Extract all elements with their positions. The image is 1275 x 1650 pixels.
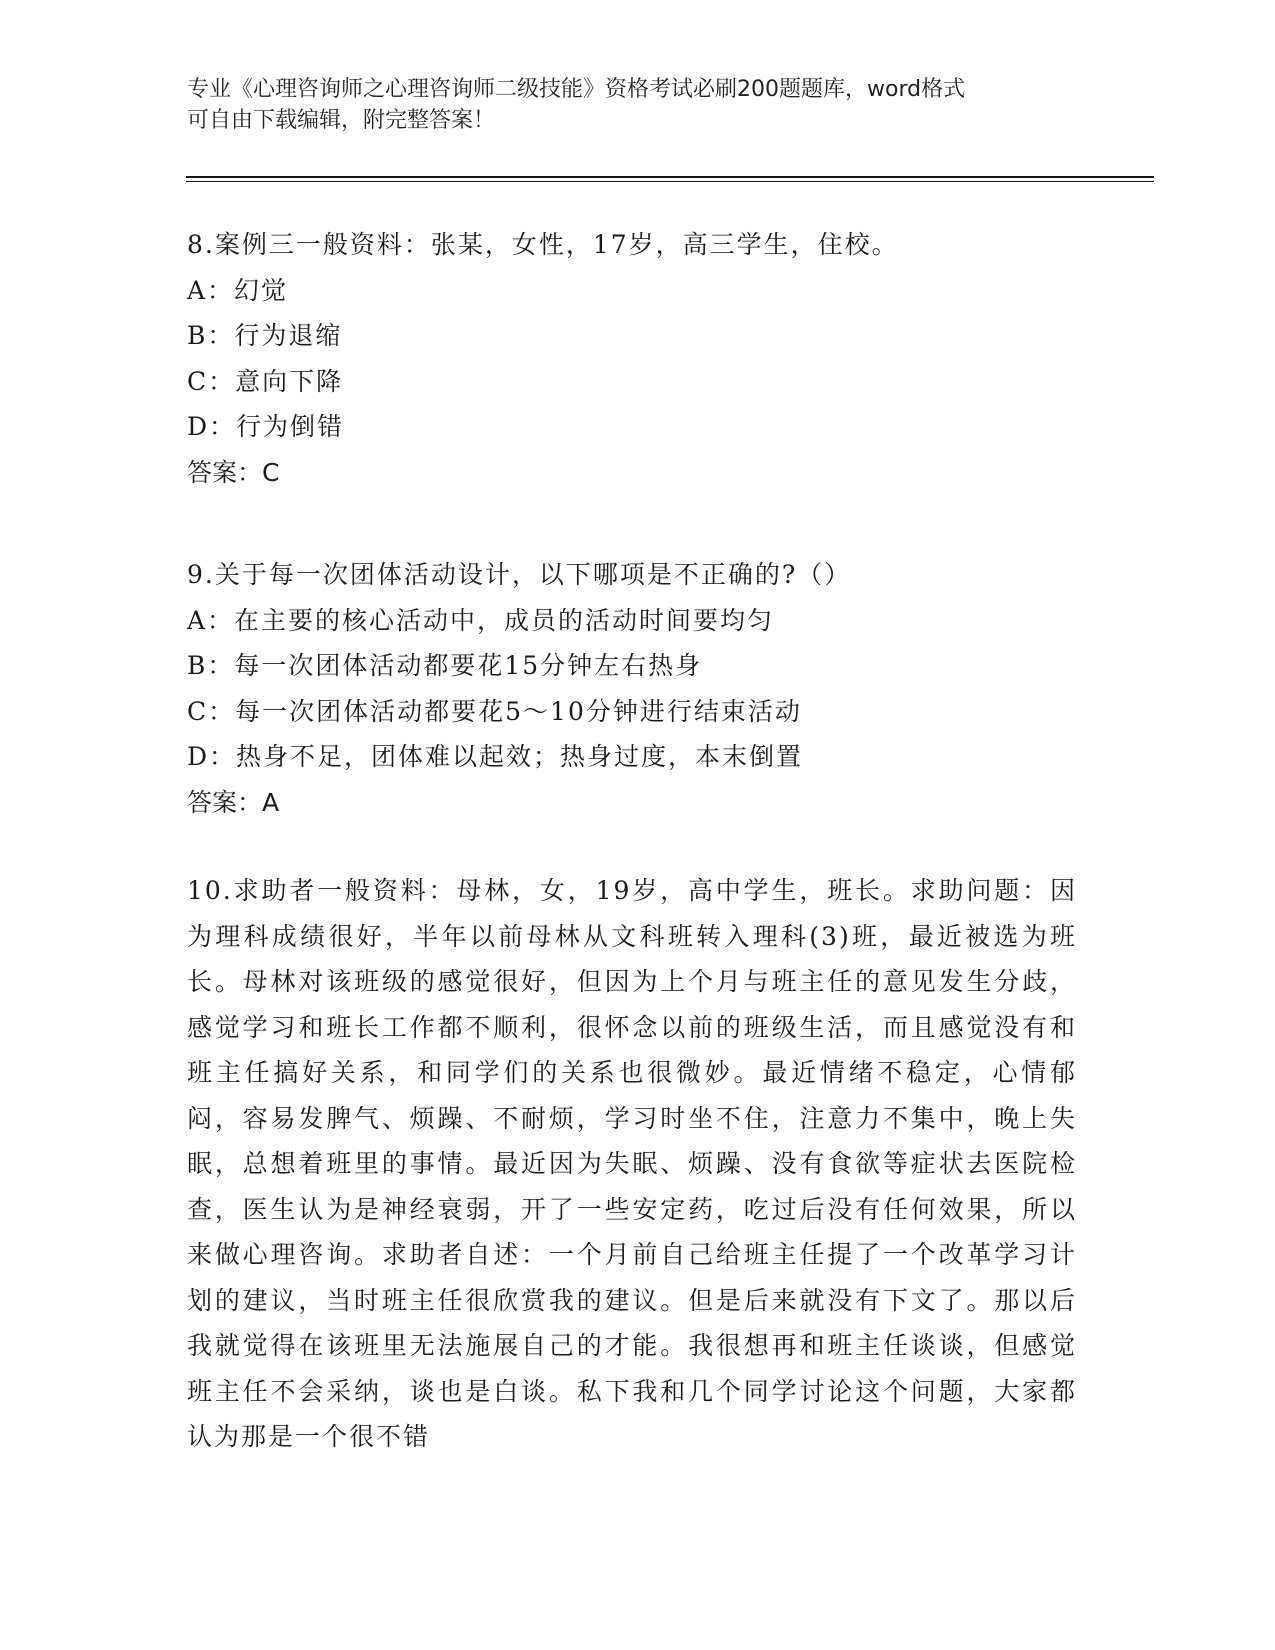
header-rule-thick (186, 176, 1154, 178)
question-stem: 9.关于每一次团体活动设计，以下哪项是不正确的?（） (187, 560, 852, 589)
question-10 (187, 868, 1077, 1460)
header-line-2: 可自由下载编辑，附完整答案！ (187, 108, 496, 133)
header-line-1: 专业《心理咨询师之心理咨询师二级技能》资格考试必刷200题题库，word格式 (187, 77, 966, 102)
document-header (187, 74, 1067, 136)
answer-text: 答案：A (187, 787, 280, 817)
option-b: B：每一次团体活动都要花15分钟左右热身 (187, 651, 703, 680)
header-rule-thin (186, 181, 1154, 182)
option-b: B：行为退缩 (187, 321, 343, 350)
option-a: A：在主要的核心活动中，成员的活动时间要均匀 (187, 605, 775, 635)
answer-text: 答案：C (187, 457, 280, 487)
option-d: D：热身不足，团体难以起效；热身过度，本末倒置 (187, 742, 804, 771)
question-stem: 8.案例三一般资料：张某，女性，17岁，高三学生，住校。 (187, 230, 899, 259)
question-8 (187, 222, 899, 495)
option-d: D：行为倒错 (187, 412, 345, 441)
question-9 (187, 552, 851, 825)
option-c: C：每一次团体活动都要花5～10分钟进行结束活动 (187, 696, 802, 726)
option-c: C：意向下降 (187, 366, 344, 396)
option-a: A：幻觉 (187, 275, 289, 305)
question-stem: 10.求助者一般资料：母林，女，19岁，高中学生，班长。求助问题：因为理科成绩很好，半年以前母林从文科班转入理科(3)班，最近被选为班长。母林对该班级的感觉很好，但因为上个月与班主任的意见发生分歧，感觉学习和班长工作都不顺利，很怀念以前的班级生活，而且感觉没有和班主任搞好关系，和同学们的关系也很微妙。最近情绪不稳定，心情郁闷，容易发脾气、烦躁、不耐烦，学习时坐不住，注意力不集中，晚上失眠，总想着班里的事情。最近因为失眠、烦躁、没有食欲等症状去医院检查，医生认为是神经衰弱，开了一些安定药，吃过后没有任何效果，所以来做心理咨询。求助者自述：一个月前自己给班主任提了一个改革学习计划的建议，当时班主任很欣赏我的建议。但是后来就没有下文了。那以后我就觉得在该班里无法施展自己的才能。我很想再和班主任谈谈，但感觉班主任不会采纳，谈也是白谈。私下我和几个同学讨论这个问题，大家都认为那是一个很不错 (187, 876, 1077, 1451)
